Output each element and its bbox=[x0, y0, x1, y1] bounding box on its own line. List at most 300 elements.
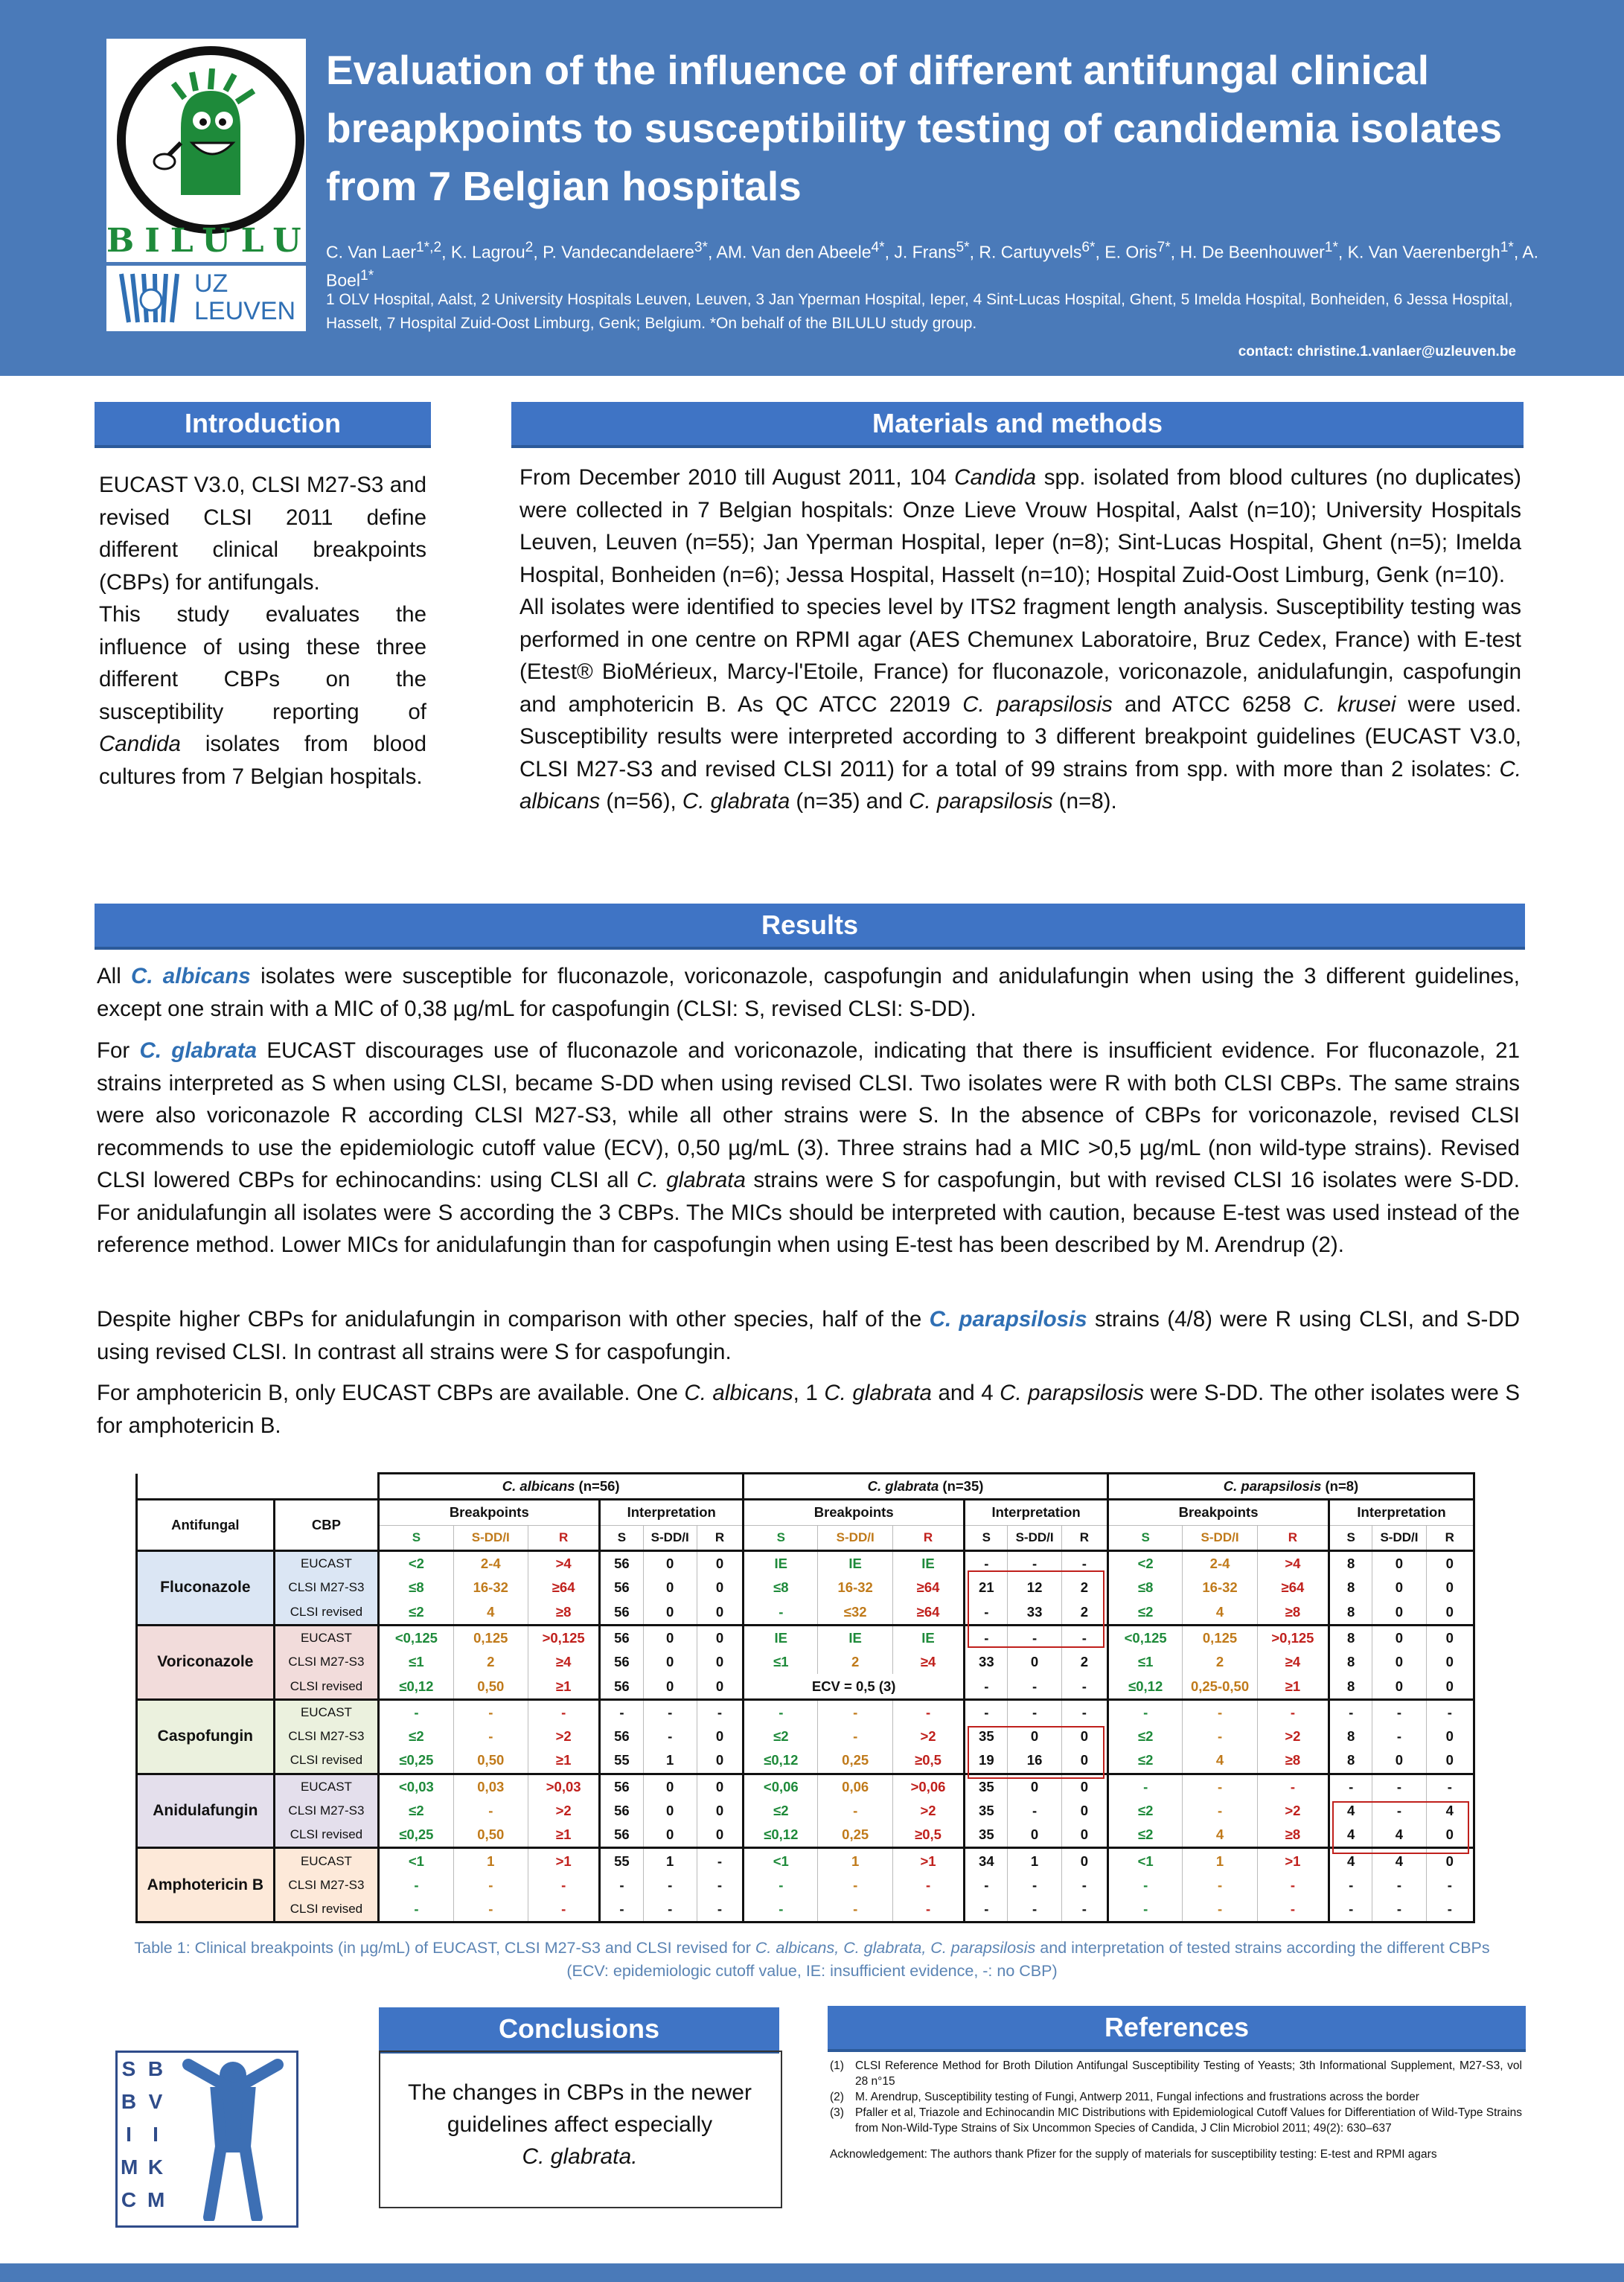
interpretation-value: 0 bbox=[1061, 1725, 1107, 1748]
breakpoint-value: ≤2 bbox=[379, 1799, 453, 1823]
interpretation-value: - bbox=[965, 1599, 1008, 1625]
ref-number: (1) bbox=[830, 2059, 844, 2072]
interpretation-value: - bbox=[643, 1873, 697, 1897]
breakpoint-value: - bbox=[744, 1873, 818, 1897]
breakpoint-value: >2 bbox=[1257, 1799, 1329, 1823]
breakpoint-value: IE bbox=[744, 1550, 818, 1576]
antifungal-header: Antifungal bbox=[137, 1500, 275, 1551]
breakpoint-value: - bbox=[528, 1699, 599, 1725]
breakpoint-value: >2 bbox=[892, 1725, 964, 1748]
cbp-header: CBP bbox=[274, 1500, 379, 1551]
antifungal-name: Anidulafungin bbox=[137, 1774, 275, 1848]
interpretation-value: 56 bbox=[600, 1650, 643, 1674]
cbp-label: CLSI revised bbox=[274, 1897, 379, 1923]
conclusions-text bbox=[386, 2077, 773, 2173]
interpretation-value: 0 bbox=[1426, 1674, 1474, 1699]
uz-leuven-logo bbox=[106, 266, 306, 331]
interpretation-value: - bbox=[600, 1897, 643, 1923]
breakpoint-value: - bbox=[379, 1699, 453, 1725]
interpretation-value: 0 bbox=[1061, 1748, 1107, 1774]
breakpoint-value: - bbox=[1183, 1799, 1257, 1823]
interpretation-value: 35 bbox=[965, 1774, 1008, 1799]
breakpoint-value: IE bbox=[892, 1625, 964, 1650]
bvikm-l2: I bbox=[153, 2123, 159, 2146]
res-p2a: For bbox=[97, 1038, 140, 1063]
interpretation-value: 4 bbox=[1426, 1799, 1474, 1823]
interpretation-value: - bbox=[1008, 1873, 1061, 1897]
breakpoint-value: - bbox=[1183, 1774, 1257, 1799]
res-p3a: Despite higher CBPs for anidulafungin in comparison with other species, half of the bbox=[97, 1307, 930, 1332]
human-figure-icon bbox=[173, 2057, 292, 2221]
uz-leuven-text bbox=[194, 270, 295, 325]
res-p1a: All bbox=[97, 964, 132, 988]
interpretation-value: 0 bbox=[1061, 1799, 1107, 1823]
references-heading: References bbox=[828, 2006, 1526, 2049]
antifungal-name: Voriconazole bbox=[137, 1625, 275, 1699]
interpretation-value: - bbox=[1372, 1774, 1426, 1799]
interpretation-value: 0 bbox=[1008, 1725, 1061, 1748]
breakpoint-value: ≤1 bbox=[379, 1650, 453, 1674]
interpretation-value: 0 bbox=[1372, 1650, 1426, 1674]
interpretation-value: 0 bbox=[643, 1674, 697, 1699]
cbp-label: CLSI M27-S3 bbox=[274, 1725, 379, 1748]
interp-column-header: S bbox=[965, 1525, 1008, 1550]
sbimc-l1: B bbox=[121, 2090, 137, 2113]
breakpoint-value: 0,03 bbox=[453, 1774, 528, 1799]
acknowledgement: Acknowledgement: The authors thank Pfizer for the supply of materials for susceptibility testing: E-test and RPMI agars bbox=[830, 2148, 1437, 2161]
interpretation-value: 0 bbox=[697, 1650, 743, 1674]
cbp-label: EUCAST bbox=[274, 1699, 379, 1725]
interpretation-value: - bbox=[965, 1674, 1008, 1699]
breakpoint-value: ≤0,12 bbox=[379, 1674, 453, 1699]
breakpoint-value: ≥1 bbox=[528, 1823, 599, 1848]
methods-p1c: spp. isolated from blood cultures (no duplicates) were collected in 7 Belgian hospitals: Onze Lieve Vrouw Hospital, Aalst (n=10); University Hospitals Leuven, Leuven (n=55); Jan Yperman Hospital, Ieper (n=8); Sint-Lucas Hospital, Ghent (n=5); Imelda Hospital, Bonheiden (n=6); Jessa Hospital, Hasselt (n=10); Hospital Zuid-Oost Limburg, Genk (n=10). bbox=[520, 465, 1521, 587]
interpretation-value: - bbox=[600, 1873, 643, 1897]
breakpoint-table bbox=[135, 1472, 1475, 1923]
interpretation-value: - bbox=[1372, 1897, 1426, 1923]
uz-leuven-emblem-icon bbox=[114, 270, 188, 327]
table-row bbox=[137, 1799, 1474, 1823]
breakpoint-value: ≤8 bbox=[379, 1576, 453, 1599]
introduction-text bbox=[99, 469, 426, 793]
interpretation-value: 0 bbox=[697, 1823, 743, 1848]
interpretation-value: 0 bbox=[1372, 1550, 1426, 1576]
interpretation-value: 55 bbox=[600, 1848, 643, 1873]
breakpoint-value: >2 bbox=[1257, 1725, 1329, 1748]
bilulu-logo bbox=[106, 39, 312, 262]
breakpoint-value: - bbox=[744, 1599, 818, 1625]
interpretation-value: 0 bbox=[643, 1625, 697, 1650]
breakpoint-value: ≤32 bbox=[818, 1599, 892, 1625]
reference-item bbox=[830, 2105, 1522, 2136]
interpretation-value: - bbox=[643, 1897, 697, 1923]
interpretation-value: 8 bbox=[1329, 1576, 1372, 1599]
breakpoint-value: ≤0,12 bbox=[744, 1823, 818, 1848]
sbimc-l2: I bbox=[126, 2123, 132, 2146]
interpretation-value: - bbox=[1008, 1674, 1061, 1699]
antifungal-name: Amphotericin B bbox=[137, 1848, 275, 1923]
res-p4b: C. albicans bbox=[684, 1381, 793, 1405]
res-p4e: and 4 bbox=[931, 1381, 1000, 1405]
caption-b: C. albicans, C. glabrata, C. parapsilosis bbox=[755, 1939, 1036, 1957]
interpretation-value: - bbox=[1008, 1550, 1061, 1576]
breakpoint-value: - bbox=[1257, 1873, 1329, 1897]
breakpoint-value: ≥1 bbox=[1257, 1674, 1329, 1699]
breakpoint-value: ≥8 bbox=[528, 1599, 599, 1625]
species-header bbox=[1107, 1474, 1474, 1500]
breakpoint-value: 0,25 bbox=[818, 1823, 892, 1848]
bp-column-header: S-DD/I bbox=[453, 1525, 528, 1550]
cbp-label: CLSI M27-S3 bbox=[274, 1799, 379, 1823]
breakpoint-value: 2 bbox=[1183, 1650, 1257, 1674]
antifungal-name: Fluconazole bbox=[137, 1550, 275, 1625]
methods-p1a: From December 2010 till August 2011, 104 bbox=[520, 465, 955, 490]
interpretation-value: 34 bbox=[965, 1848, 1008, 1873]
interpretation-value: 0 bbox=[697, 1599, 743, 1625]
breakpoint-value: ≥8 bbox=[1257, 1823, 1329, 1848]
table-row bbox=[137, 1599, 1474, 1625]
interpretation-value: - bbox=[1061, 1625, 1107, 1650]
interpretation-value: 1 bbox=[1008, 1848, 1061, 1873]
breakpoint-value: ≥1 bbox=[528, 1674, 599, 1699]
breakpoint-value: - bbox=[379, 1897, 453, 1923]
interpretation-value: - bbox=[1372, 1725, 1426, 1748]
breakpoint-value: 4 bbox=[453, 1599, 528, 1625]
methods-p2b: C. parapsilosis bbox=[962, 691, 1113, 717]
interpretation-value: 0 bbox=[1008, 1823, 1061, 1848]
interpretation-value: - bbox=[1008, 1699, 1061, 1725]
table-row bbox=[137, 1774, 1474, 1799]
breakpoint-value: ≥0,5 bbox=[892, 1823, 964, 1848]
interp-column-header: R bbox=[1426, 1525, 1474, 1550]
breakpoint-value: IE bbox=[892, 1550, 964, 1576]
interpretation-value: - bbox=[1329, 1873, 1372, 1897]
interpretation-value: - bbox=[1061, 1674, 1107, 1699]
interpretation-value: 56 bbox=[600, 1576, 643, 1599]
breakpoint-value: ≤2 bbox=[1107, 1725, 1182, 1748]
interpretation-value: 0 bbox=[1426, 1748, 1474, 1774]
breakpoint-value: >0,06 bbox=[892, 1774, 964, 1799]
table-row bbox=[137, 1897, 1474, 1923]
interpretation-value: 2 bbox=[1061, 1576, 1107, 1599]
interpretation-value: - bbox=[1329, 1897, 1372, 1923]
interpretation-value: 56 bbox=[600, 1799, 643, 1823]
breakpoint-value: 4 bbox=[1183, 1599, 1257, 1625]
breakpoint-value: ≤8 bbox=[1107, 1576, 1182, 1599]
interp-column-header: S bbox=[600, 1525, 643, 1550]
interpretation-value: 8 bbox=[1329, 1650, 1372, 1674]
interpretation-value: 35 bbox=[965, 1799, 1008, 1823]
interpretation-value: 56 bbox=[600, 1599, 643, 1625]
contact-email[interactable]: contact: christine.1.vanlaer@uzleuven.be bbox=[1238, 344, 1516, 359]
interpretation-value: - bbox=[697, 1897, 743, 1923]
interpretation-value: 0 bbox=[1426, 1725, 1474, 1748]
breakpoint-value: ≤0,25 bbox=[379, 1823, 453, 1848]
interp-column-header: S-DD/I bbox=[643, 1525, 697, 1550]
interpretation-value: 0 bbox=[1061, 1823, 1107, 1848]
breakpoint-value: - bbox=[1183, 1897, 1257, 1923]
breakpoint-value: - bbox=[453, 1725, 528, 1748]
results-heading: Results bbox=[95, 904, 1525, 947]
methods-p2d: C. krusei bbox=[1303, 691, 1396, 717]
interpretation-value: 4 bbox=[1372, 1823, 1426, 1848]
breakpoint-value: - bbox=[744, 1897, 818, 1923]
interpretation-header: Interpretation bbox=[600, 1500, 744, 1525]
leuven-text: LEUVEN bbox=[194, 297, 296, 325]
bvikm-l4: M bbox=[147, 2188, 165, 2211]
breakpoint-value: ≤2 bbox=[1107, 1599, 1182, 1625]
table-row bbox=[137, 1699, 1474, 1725]
breakpoint-value: ≥8 bbox=[1257, 1599, 1329, 1625]
breakpoint-value: ≤0,25 bbox=[379, 1748, 453, 1774]
results-paragraph-1 bbox=[97, 960, 1520, 1025]
breakpoint-value: 2-4 bbox=[453, 1550, 528, 1576]
breakpoint-value: 0,06 bbox=[818, 1774, 892, 1799]
interpretation-value: - bbox=[1426, 1699, 1474, 1725]
breakpoint-value: 0,25 bbox=[818, 1748, 892, 1774]
breakpoints-header: Breakpoints bbox=[379, 1500, 600, 1525]
breakpoint-value: - bbox=[818, 1699, 892, 1725]
interpretation-value: 16 bbox=[1008, 1748, 1061, 1774]
interpretation-value: 0 bbox=[1372, 1599, 1426, 1625]
breakpoint-value: - bbox=[892, 1873, 964, 1897]
interpretation-value: - bbox=[1329, 1774, 1372, 1799]
methods-p2e: were used. Susceptibility results were interpreted according to 3 different breakpoint guidelines (EUCAST V3.0, CLSI M27-S3 and revised CLSI 2011) for a total of 99 strains from spp. with more than 2 isolates: bbox=[520, 691, 1522, 782]
breakpoint-value: ≥8 bbox=[1257, 1748, 1329, 1774]
table-cell bbox=[274, 1474, 379, 1500]
table-row bbox=[137, 1674, 1474, 1699]
interpretation-value: - bbox=[1061, 1897, 1107, 1923]
interpretation-value: 4 bbox=[1329, 1799, 1372, 1823]
breakpoint-value: >1 bbox=[1257, 1848, 1329, 1873]
breakpoint-value: - bbox=[892, 1897, 964, 1923]
interpretation-value: 0 bbox=[1426, 1823, 1474, 1848]
ecv-cell: ECV = 0,5 (3) bbox=[744, 1674, 965, 1699]
breakpoint-value: ≤2 bbox=[1107, 1799, 1182, 1823]
breakpoint-value: ≤2 bbox=[744, 1725, 818, 1748]
res-p4g: were S-DD. The other isolates were S for amphotericin B. bbox=[97, 1381, 1521, 1438]
breakpoint-value: - bbox=[1183, 1699, 1257, 1725]
references-list bbox=[830, 2058, 1522, 2162]
author-list: C. Van Laer$^{1*,2}$, K. Lagrou$^2$, P. Vandecandelaere$^{3*}$, AM. Van den Abeele$^{4*}$, J. Frans$^{5*}$, R. Cartuyvels$^{6*}$, E. Oris$^{7*}$, H. De Beenhouwer$^{1*}$, K. Van Vaerenbergh$^{1*}$, A. Boel$^{1*}$ bbox=[326, 240, 1539, 290]
introduction-heading: Introduction bbox=[95, 402, 431, 445]
breakpoints-header: Breakpoints bbox=[744, 1500, 965, 1525]
interpretation-value: - bbox=[600, 1699, 643, 1725]
interpretation-value: 0 bbox=[697, 1774, 743, 1799]
breakpoint-value: - bbox=[453, 1873, 528, 1897]
interpretation-value: 56 bbox=[600, 1725, 643, 1748]
breakpoint-value: ≥4 bbox=[528, 1650, 599, 1674]
interpretation-value: 0 bbox=[643, 1650, 697, 1674]
breakpoint-value: >1 bbox=[892, 1848, 964, 1873]
breakpoint-value: - bbox=[818, 1799, 892, 1823]
interpretation-value: - bbox=[1008, 1625, 1061, 1650]
interpretation-value: 56 bbox=[600, 1625, 643, 1650]
res-p4c: , 1 bbox=[793, 1381, 825, 1405]
highlight-box-fluconazole-glabrata bbox=[968, 1570, 1104, 1648]
sbimc-l4: C bbox=[121, 2188, 137, 2211]
res-p3b: C. parapsilosis bbox=[929, 1307, 1087, 1332]
cbp-label: CLSI revised bbox=[274, 1599, 379, 1625]
interpretation-value: 1 bbox=[643, 1748, 697, 1774]
cbp-label: CLSI revised bbox=[274, 1748, 379, 1774]
breakpoint-value: ≥0,5 bbox=[892, 1748, 964, 1774]
breakpoint-value: - bbox=[1183, 1725, 1257, 1748]
intro-paragraph-2: This study evaluates the influence of using these three different CBPs on the susceptibility reporting of bbox=[99, 602, 426, 724]
sbimc-l0: S bbox=[121, 2057, 136, 2080]
breakpoint-value: - bbox=[818, 1725, 892, 1748]
res-p4a: For amphotericin B, only EUCAST CBPs are available. One bbox=[97, 1381, 685, 1405]
breakpoint-value: ≥64 bbox=[528, 1576, 599, 1599]
breakpoint-value: <1 bbox=[1107, 1848, 1182, 1873]
breakpoint-value: IE bbox=[818, 1625, 892, 1650]
breakpoint-value: ≥64 bbox=[892, 1599, 964, 1625]
breakpoint-value: 1 bbox=[818, 1848, 892, 1873]
breakpoint-value: <2 bbox=[379, 1550, 453, 1576]
breakpoints-header: Breakpoints bbox=[1107, 1500, 1329, 1525]
interp-column-header: S-DD/I bbox=[1372, 1525, 1426, 1550]
interpretation-value: - bbox=[697, 1873, 743, 1897]
cbp-label: CLSI revised bbox=[274, 1674, 379, 1699]
interpretation-value: 4 bbox=[1329, 1848, 1372, 1873]
breakpoint-value: - bbox=[528, 1897, 599, 1923]
ref-text: CLSI Reference Method for Broth Dilution Antifungal Susceptibility Testing of Yeasts; 3th Informational Supplement, M27-S3, vol 28 n°15 bbox=[855, 2059, 1522, 2088]
intro-species: Candida bbox=[99, 732, 181, 756]
interpretation-header: Interpretation bbox=[1329, 1500, 1474, 1525]
breakpoint-value: ≤1 bbox=[744, 1650, 818, 1674]
bp-column-header: S bbox=[744, 1525, 818, 1550]
interpretation-value: 0 bbox=[1061, 1848, 1107, 1873]
interpretation-value: 4 bbox=[1329, 1823, 1372, 1848]
breakpoint-value: >2 bbox=[528, 1725, 599, 1748]
sbimc-l3: M bbox=[121, 2155, 138, 2179]
breakpoint-value: <0,125 bbox=[1107, 1625, 1182, 1650]
interpretation-value: - bbox=[1061, 1699, 1107, 1725]
sbimc-bvikm-logo bbox=[115, 2051, 298, 2228]
table-header-groups bbox=[137, 1500, 1474, 1525]
breakpoint-value: - bbox=[1257, 1699, 1329, 1725]
species-name: C. parapsilosis bbox=[1223, 1478, 1322, 1495]
breakpoint-value: - bbox=[892, 1699, 964, 1725]
interpretation-value: 0 bbox=[697, 1725, 743, 1748]
breakpoint-value: >4 bbox=[528, 1550, 599, 1576]
interpretation-value: 0 bbox=[1008, 1650, 1061, 1674]
poster-title: Evaluation of the influence of different antifungal clinical breapkpoints to susceptibility testing of candidemia isolates from 7 Belgian hospitals bbox=[326, 47, 1503, 209]
interpretation-value: 0 bbox=[697, 1576, 743, 1599]
antifungal-name: Caspofungin bbox=[137, 1699, 275, 1774]
interpretation-value: - bbox=[965, 1897, 1008, 1923]
methods-p2i: (n=35) and bbox=[790, 789, 909, 814]
intro-paragraph-1: EUCAST V3.0, CLSI M27-S3 and revised CLSI 2011 define different clinical breakpoints (CBPs) for antifungals. bbox=[99, 473, 426, 595]
breakpoint-value: 2 bbox=[818, 1650, 892, 1674]
interpretation-value: 8 bbox=[1329, 1599, 1372, 1625]
res-p2d: C. glabrata bbox=[636, 1168, 746, 1192]
table-row bbox=[137, 1576, 1474, 1599]
breakpoint-value: ≤1 bbox=[1107, 1650, 1182, 1674]
breakpoint-value: ≤0,12 bbox=[1107, 1674, 1182, 1699]
breakpoint-value: ≥64 bbox=[892, 1576, 964, 1599]
breakpoint-value: 0,125 bbox=[453, 1625, 528, 1650]
breakpoint-value: 1 bbox=[1183, 1848, 1257, 1873]
conclusion-species: C. glabrata. bbox=[522, 2144, 638, 2169]
breakpoint-value: >1 bbox=[528, 1848, 599, 1873]
table-row bbox=[137, 1625, 1474, 1650]
res-p4f: C. parapsilosis bbox=[1000, 1381, 1144, 1405]
species-name: C. glabrata bbox=[867, 1478, 939, 1495]
interpretation-value: 1 bbox=[643, 1848, 697, 1873]
interpretation-value: - bbox=[1061, 1550, 1107, 1576]
interpretation-value: - bbox=[965, 1873, 1008, 1897]
interpretation-value: 56 bbox=[600, 1550, 643, 1576]
table-row bbox=[137, 1848, 1474, 1873]
bilulu-logo-text: BILULU bbox=[106, 222, 312, 260]
breakpoint-value: - bbox=[1257, 1897, 1329, 1923]
table-header-species bbox=[137, 1474, 1474, 1500]
table-row bbox=[137, 1873, 1474, 1897]
interpretation-value: - bbox=[697, 1699, 743, 1725]
table-cell bbox=[137, 1474, 275, 1500]
breakpoint-value: 2 bbox=[453, 1650, 528, 1674]
interpretation-value: 8 bbox=[1329, 1725, 1372, 1748]
cbp-label: EUCAST bbox=[274, 1774, 379, 1799]
interpretation-value: - bbox=[1426, 1774, 1474, 1799]
interpretation-value: 0 bbox=[643, 1774, 697, 1799]
monster-icon bbox=[151, 68, 263, 195]
interpretation-value: - bbox=[643, 1725, 697, 1748]
breakpoint-value: - bbox=[818, 1873, 892, 1897]
breakpoint-value: 16-32 bbox=[453, 1576, 528, 1599]
ref-number: (3) bbox=[830, 2106, 844, 2119]
res-p1b: C. albicans bbox=[131, 964, 251, 988]
breakpoint-value: >2 bbox=[528, 1799, 599, 1823]
breakpoint-value: >0,125 bbox=[528, 1625, 599, 1650]
interpretation-value: 0 bbox=[643, 1599, 697, 1625]
methods-p2f: C. albicans bbox=[520, 756, 1521, 814]
methods-p2h: C. glabrata bbox=[682, 789, 790, 814]
interpretation-value: 0 bbox=[1008, 1774, 1061, 1799]
breakpoint-value: 16-32 bbox=[818, 1576, 892, 1599]
breakpoint-value: 0,50 bbox=[453, 1823, 528, 1848]
interpretation-value: 2 bbox=[1061, 1650, 1107, 1674]
reference-item bbox=[830, 2089, 1522, 2105]
breakpoint-value: <2 bbox=[1107, 1550, 1182, 1576]
interpretation-value: 8 bbox=[1329, 1625, 1372, 1650]
breakpoint-value: ≥64 bbox=[1257, 1576, 1329, 1599]
breakpoint-value: ≤2 bbox=[1107, 1748, 1182, 1774]
breakpoint-value: 0,125 bbox=[1183, 1625, 1257, 1650]
interpretation-value: 0 bbox=[1061, 1774, 1107, 1799]
interpretation-value: - bbox=[1426, 1897, 1474, 1923]
ref-text: M. Arendrup, Susceptibility testing of Fungi, Antwerp 2011, Fungal infections and frustrations across the border bbox=[855, 2091, 1419, 2103]
interpretation-value: 21 bbox=[965, 1576, 1008, 1599]
res-p1c: isolates were susceptible for fluconazole, voriconazole, caspofungin and anidulafungin when using the 3 different guidelines, except one strain with a MIC of 0,38 µg/mL for caspofungin (CLSI: S, revised CLSI: S-DD). bbox=[97, 964, 1520, 1021]
species-count: (n=35) bbox=[939, 1478, 984, 1495]
breakpoint-value: - bbox=[1107, 1897, 1182, 1923]
species-count: (n=8) bbox=[1321, 1478, 1359, 1495]
breakpoint-value: - bbox=[528, 1873, 599, 1897]
breakpoint-value: >4 bbox=[1257, 1550, 1329, 1576]
interp-column-header: R bbox=[1061, 1525, 1107, 1550]
breakpoint-value: ≥4 bbox=[1257, 1650, 1329, 1674]
interpretation-value: 8 bbox=[1329, 1674, 1372, 1699]
breakpoint-value: IE bbox=[818, 1550, 892, 1576]
interp-column-header: S bbox=[1329, 1525, 1372, 1550]
interpretation-value: 35 bbox=[965, 1725, 1008, 1748]
uz-text: UZ bbox=[194, 269, 228, 298]
ref-text: Pfaller et al, Triazole and Echinocandin MIC Distributions with Epidemiological Cutoff Values for Differentiation of Wild-Type Strains from Non-Wild-Type Strains of Six Uncommon Species of Candida, J Clin Microbiol 2011; 49(2): 630–637 bbox=[855, 2106, 1522, 2135]
table-caption bbox=[127, 1937, 1497, 1983]
cbp-label: CLSI M27-S3 bbox=[274, 1576, 379, 1599]
